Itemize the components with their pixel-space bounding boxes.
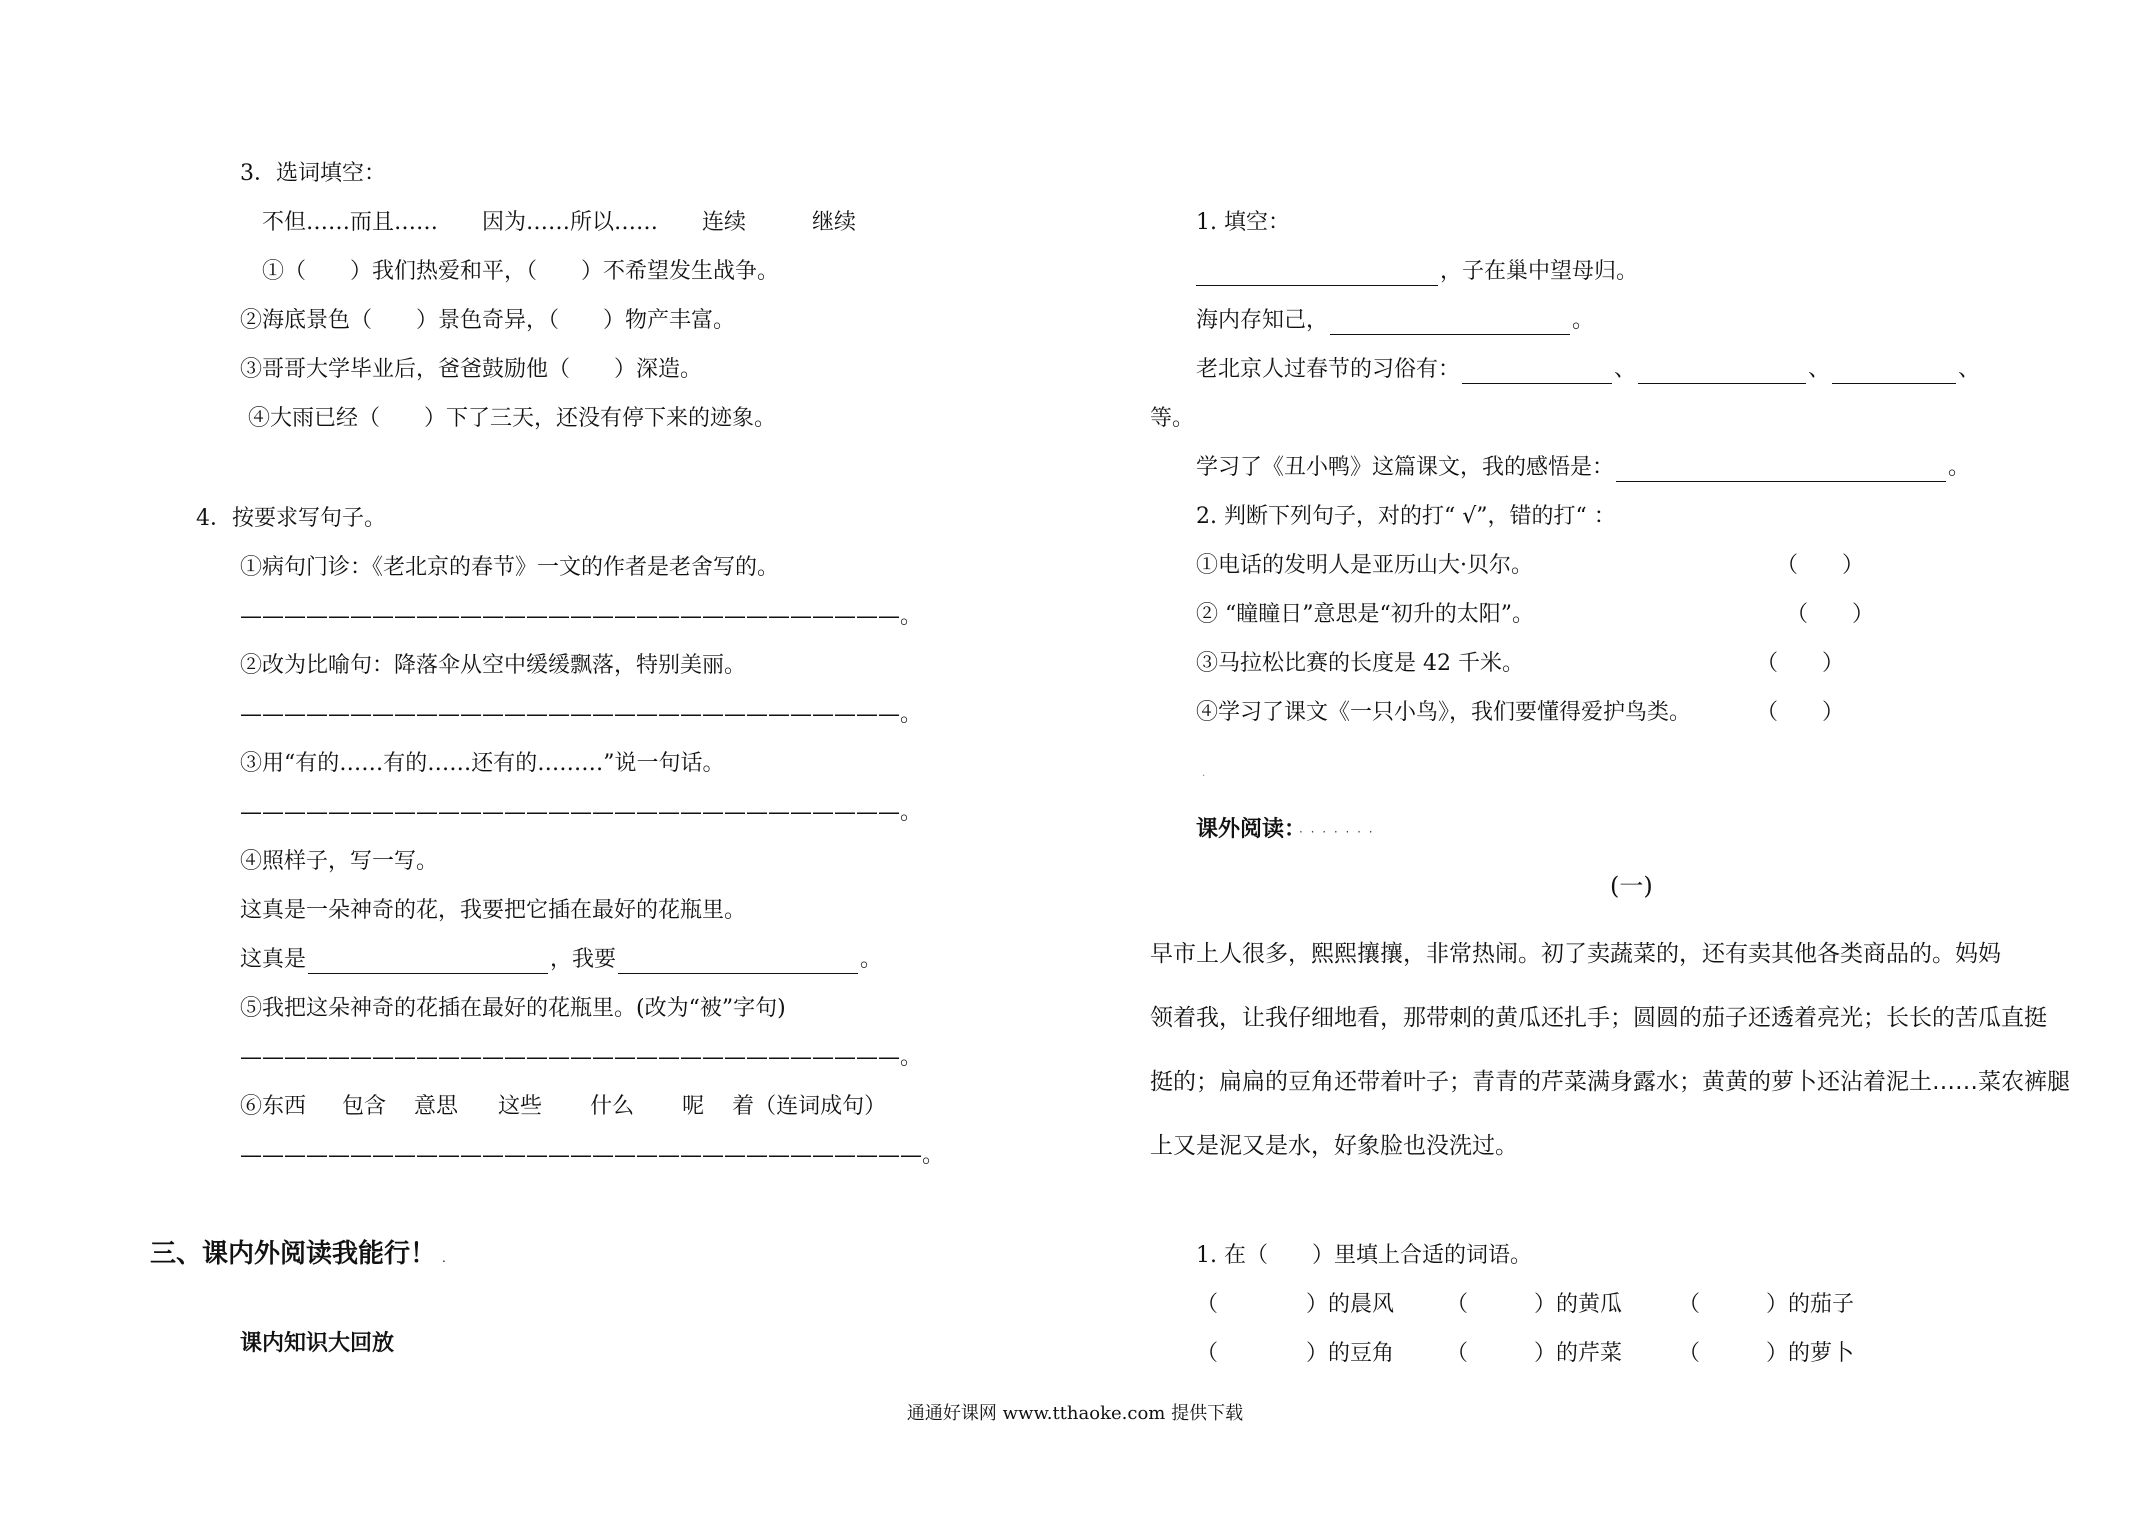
blank-line[interactable]: [308, 953, 548, 974]
judge-paren-4[interactable]: （ ）: [1756, 700, 1845, 725]
q4-sentence-2: ②改为比喻句：降落伞从空中缓缓飘落，特别美丽。: [240, 653, 747, 678]
blank-line[interactable]: [1638, 363, 1806, 384]
word-blank[interactable]: （ ）的萝卜: [1678, 1341, 1855, 1366]
passage-line-4: 上又是泥又是水，好象脸也没洗过。: [1150, 1133, 1518, 1159]
q4-title: 4．按要求写句子。: [196, 506, 386, 531]
q4-fill-sentence: 这真是 ，我要 。: [240, 947, 883, 972]
passage-line-2: 领着我，让我仔细地看，那带刺的黄瓜还扎手；圆圆的茄子还透着亮光；长长的苦瓜直挺: [1150, 1005, 2047, 1031]
judge-item-2: ② “瞳瞳日”意思是“初升的太阳”。: [1196, 602, 1534, 627]
blank-line[interactable]: [1832, 363, 1956, 384]
judge-paren-2[interactable]: （ ）: [1786, 602, 1875, 627]
reading-heading: 课外阅读： · · · · · · ·: [1196, 817, 1375, 842]
q4-sentence-1: ①病句门诊：《老北京的春节》一文的作者是老舍写的。: [240, 555, 780, 580]
answer-line-3: ——————————————————————————————。: [240, 800, 923, 825]
word-blank[interactable]: （ ）的晨风: [1196, 1292, 1395, 1317]
q3-item-4: ④大雨已经（ ）下了三天，还没有停下来的迹象。: [248, 406, 777, 431]
judge-item-3: ③马拉松比赛的长度是 42 千米。: [1196, 651, 1524, 676]
fill-line-4: 学习了《丑小鸭》这篇课文，我的感悟是： 。: [1196, 455, 1971, 480]
blank-line[interactable]: [1330, 314, 1570, 335]
q4-sentence-4: ④照样子，写一写。: [240, 849, 439, 874]
word-blank[interactable]: （ ）的芹菜: [1446, 1341, 1623, 1366]
q3-item-3: ③哥哥大学毕业后，爸爸鼓励他（ ）深造。: [240, 357, 703, 382]
word-blank[interactable]: （ ）的豆角: [1196, 1341, 1395, 1366]
blank-line[interactable]: [1196, 265, 1438, 286]
section-3-heading: 三、课内外阅读我能行！ .: [150, 1239, 446, 1269]
word-blank[interactable]: （ ）的茄子: [1678, 1292, 1855, 1317]
q4-sentence-6: ⑥东西 包含 意思 这些 什么 呢 着（连词成句）: [240, 1094, 887, 1119]
answer-line-6: ———————————————————————————————。: [240, 1143, 945, 1168]
fill-line-3: 老北京人过春节的习俗有： 、 、 、: [1196, 357, 1981, 382]
q4-example: 这真是一朵神奇的花，我要把它插在最好的花瓶里。: [240, 898, 747, 923]
fill-line-3-end: 等。: [1150, 406, 1195, 431]
judge-title: 2. 判断下列句子，对的打“ √”，错的打“ ：: [1196, 504, 1616, 529]
answer-line-2: ——————————————————————————————。: [240, 702, 923, 727]
q3-item-1: ①（ ）我们热爱和平，（ ）不希望发生战争。: [262, 259, 780, 284]
subheading-review: 课内知识大回放: [240, 1331, 395, 1356]
reading-q1-title: 1. 在（ ）里填上合适的词语。: [1196, 1243, 1532, 1268]
blank-line[interactable]: [1616, 461, 1946, 482]
judge-paren-3[interactable]: （ ）: [1756, 651, 1845, 676]
word-blank[interactable]: （ ）的黄瓜: [1446, 1292, 1623, 1317]
page-footer: 通通好课网 www.tthaoke.com 提供下载: [906, 1403, 1244, 1424]
passage-line-1: 早市上人很多，熙熙攘攘，非常热闹。初了卖蔬菜的，还有卖其他各类商品的。妈妈: [1150, 941, 2001, 967]
answer-line-5: ——————————————————————————————。: [240, 1045, 923, 1070]
q4-sentence-5: ⑤我把这朵神奇的花插在最好的花瓶里。(改为“被”字句): [240, 996, 786, 1021]
passage-line-3: 挺的；扁扁的豆角还带着叶子；青青的芹菜满身露水；黄黄的萝卜还沾着泥土……菜农裤腿: [1150, 1069, 2070, 1095]
blank-line[interactable]: [1462, 363, 1612, 384]
passage-number: (一): [1610, 872, 1653, 900]
blank-line[interactable]: [618, 953, 858, 974]
answer-line-1: ——————————————————————————————。: [240, 604, 923, 629]
q4-sentence-3: ③用“有的……有的……还有的………”说一句话。: [240, 751, 725, 776]
q3-options: 不但……而且…… 因为……所以…… 连续 继续: [262, 210, 857, 235]
fill-line-1: ，子在巢中望母归。: [1196, 258, 1638, 286]
judge-paren-1[interactable]: （ ）: [1776, 553, 1865, 578]
q3-title: 3．选词填空：: [240, 161, 386, 186]
judge-item-1: ①电话的发明人是亚历山大·贝尔。: [1196, 553, 1533, 578]
fill-title: 1. 填空：: [1196, 210, 1290, 235]
stray-dot: .: [1202, 768, 1206, 779]
judge-item-4: ④学习了课文《一只小鸟》，我们要懂得爱护鸟类。: [1196, 700, 1692, 725]
q3-item-2: ②海底景色（ ）景色奇异，（ ）物产丰富。: [240, 308, 736, 333]
fill-line-2: 海内存知己， 。: [1196, 308, 1595, 333]
